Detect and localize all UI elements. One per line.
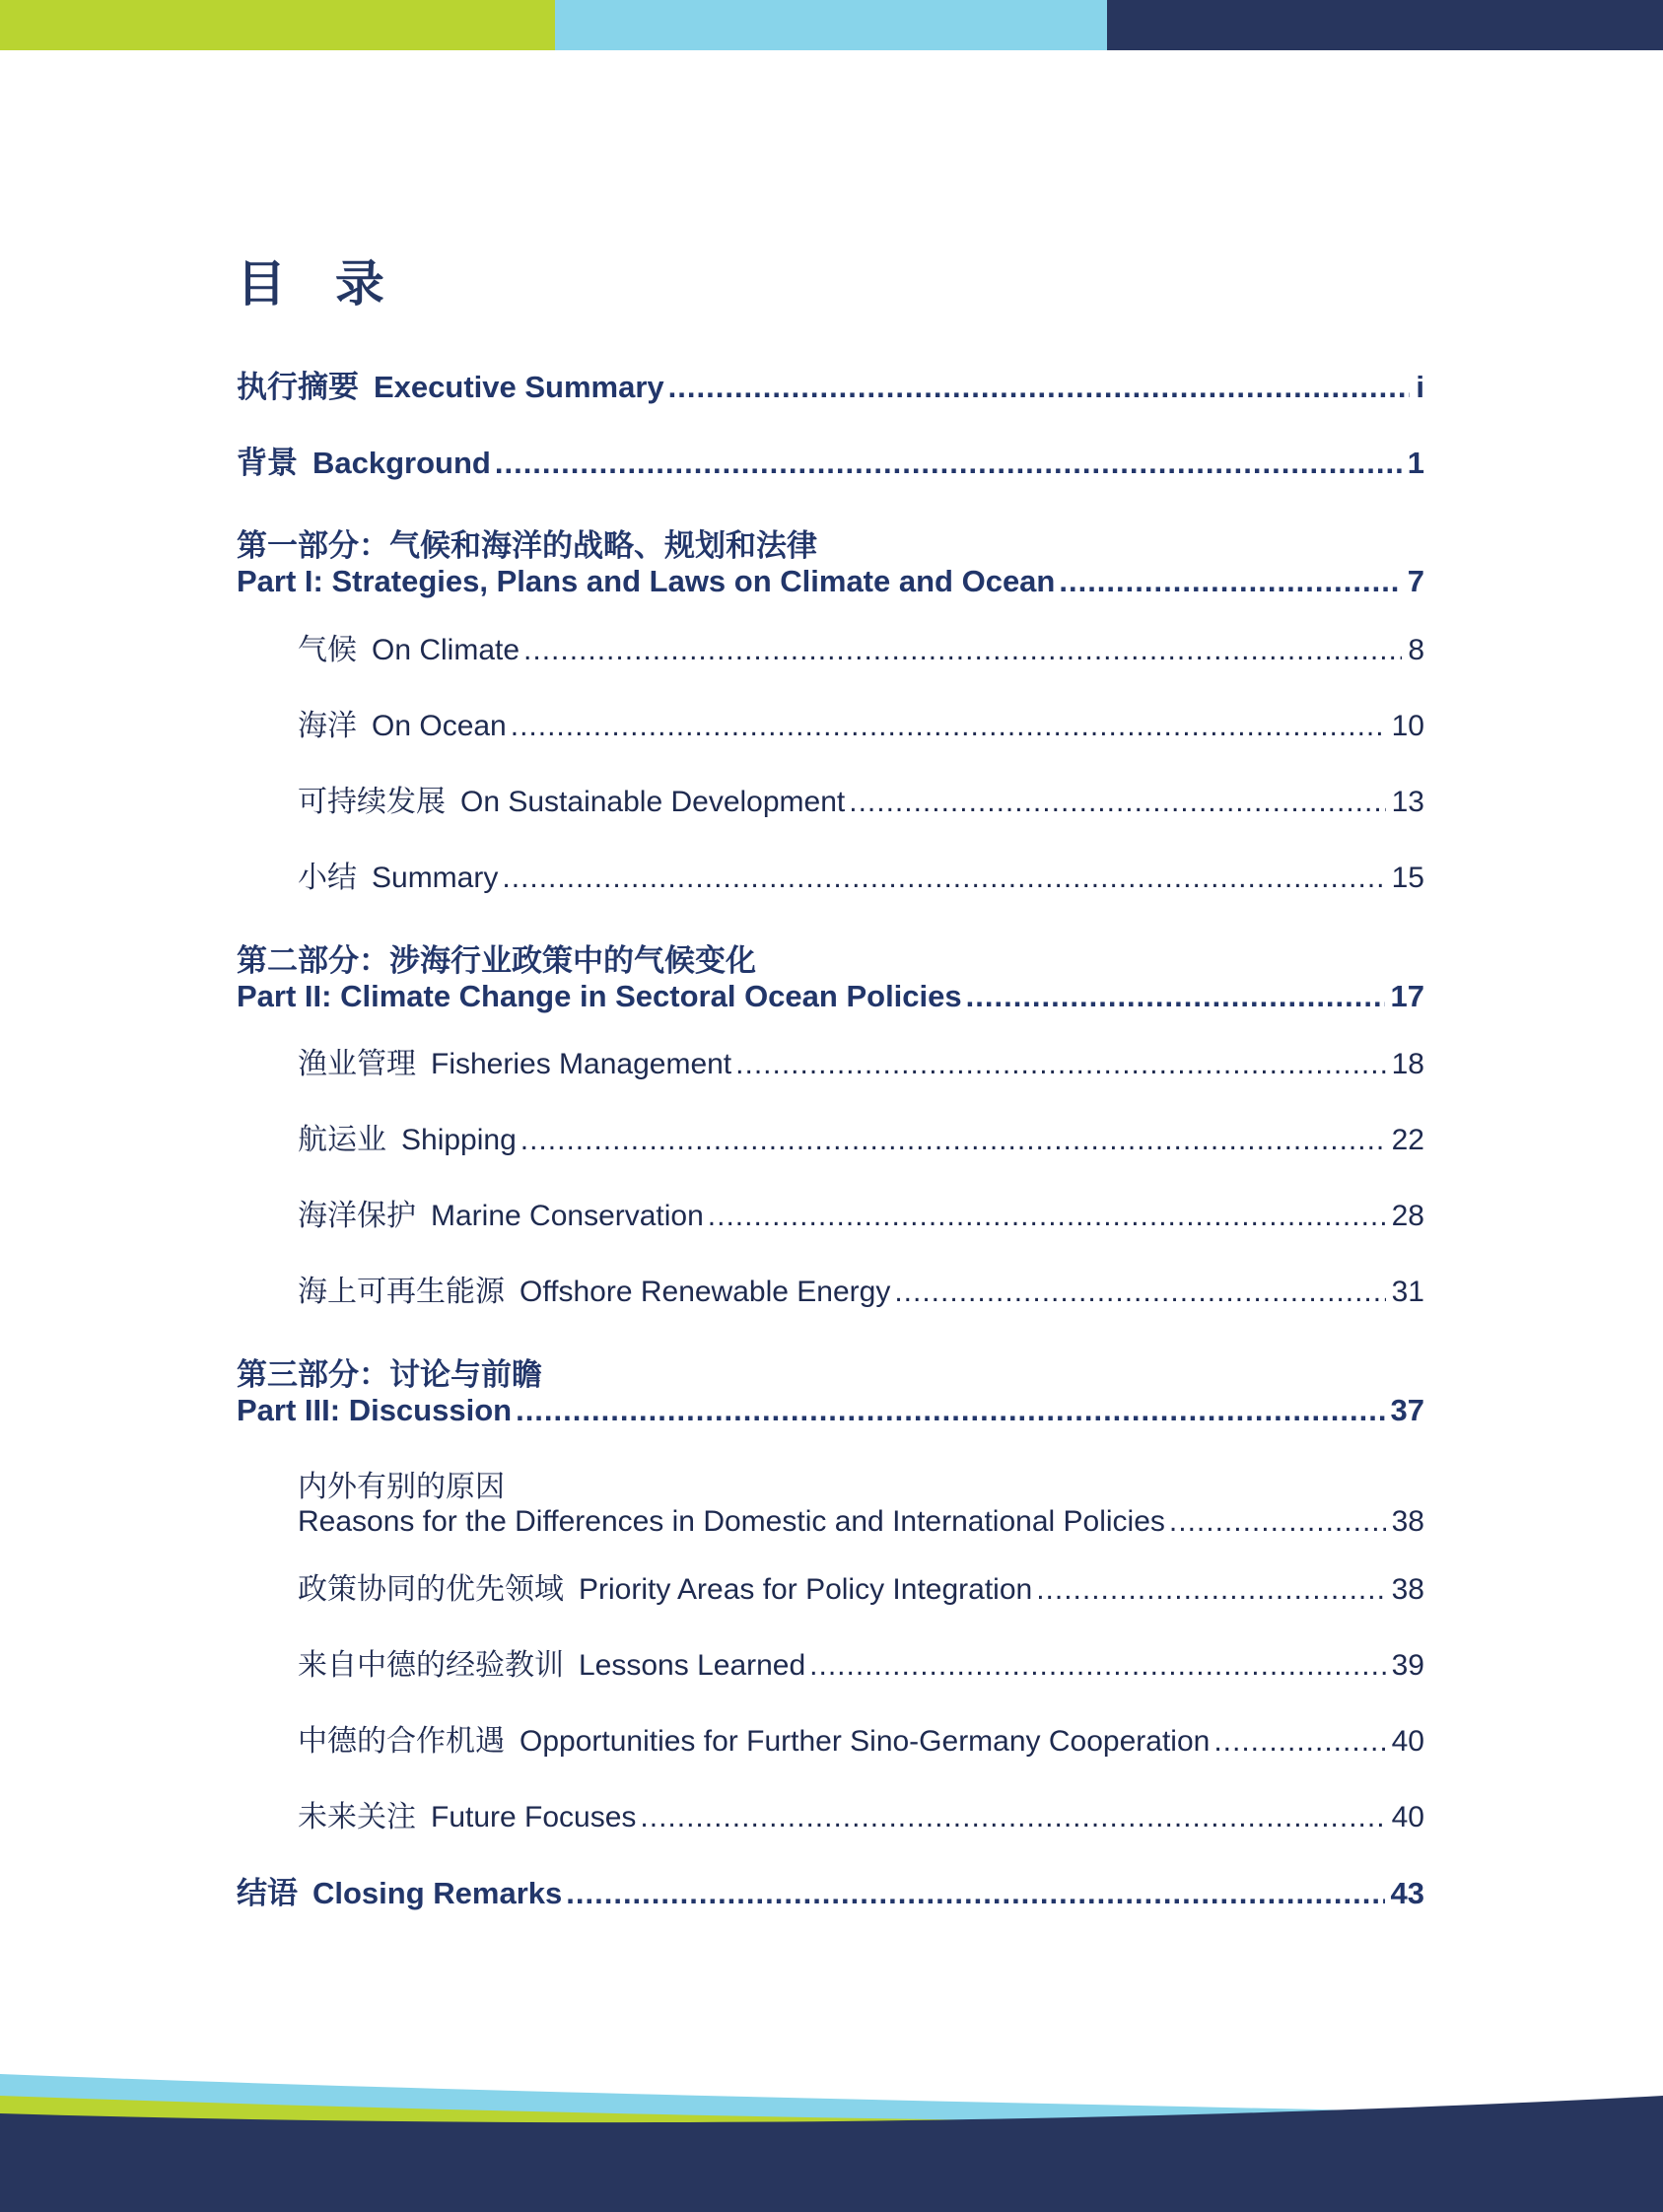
page-number: 43	[1390, 1876, 1424, 1910]
toc-entry-en: On Sustainable Development	[460, 786, 846, 818]
toc-entry-en: Summary	[372, 862, 499, 894]
page-number: 28	[1391, 1200, 1424, 1232]
dot-leader	[516, 1392, 1384, 1428]
toc-entry-zh: 可持续发展	[298, 786, 446, 818]
toc-entry-en: Opportunities for Further Sino-Germany Cooperation	[520, 1725, 1211, 1758]
toc-entry-en: Part III: Discussion	[237, 1393, 513, 1427]
dot-leader	[735, 1047, 1385, 1082]
page-number: 38	[1391, 1573, 1424, 1606]
toc-entry-priority-areas[interactable]	[298, 1572, 1424, 1608]
toc-entry-fisheries[interactable]	[298, 1047, 1424, 1082]
toc-entry-en: Future Focuses	[431, 1801, 637, 1833]
toc-entry-en: Shipping	[401, 1124, 517, 1156]
toc-entry-background[interactable]	[237, 445, 1424, 481]
dot-leader	[523, 633, 1402, 668]
dot-leader	[668, 369, 1411, 405]
toc-entry-zh: 小结	[298, 862, 357, 894]
toc-entry-zh: 中德的合作机遇	[298, 1725, 505, 1758]
toc-entry-en: Fisheries Management	[431, 1048, 732, 1080]
toc-entry-part2[interactable]	[237, 978, 1424, 1014]
toc-entry-en: On Climate	[372, 634, 520, 666]
page-number: 17	[1390, 979, 1424, 1013]
toc-entry-on-climate[interactable]	[298, 633, 1424, 668]
toc-entry-zh: 背景	[237, 446, 298, 480]
toc-entry-zh: 来自中德的经验教训	[298, 1649, 564, 1682]
toc-entry-en: Part II: Climate Change in Sectoral Ocean Policies	[237, 979, 962, 1013]
toc-entry-en: Reasons for the Differences in Domestic and International Policies	[298, 1505, 1165, 1538]
toc-entry-en: On Ocean	[372, 710, 507, 742]
page-title: 目 录	[237, 256, 402, 311]
toc-entry-en: Background	[312, 446, 491, 480]
toc-entry-en: Priority Areas for Policy Integration	[579, 1573, 1033, 1606]
dot-leader	[708, 1199, 1386, 1234]
toc-entry-en: Lessons Learned	[579, 1649, 806, 1682]
toc-entry-reasons[interactable]	[298, 1504, 1424, 1540]
dot-leader	[1213, 1724, 1385, 1760]
toc-entry-marine-conservation[interactable]	[298, 1199, 1424, 1234]
part1-heading-zh: 第一部分：气候和海洋的战略、规划和法律	[237, 528, 817, 563]
page-number: 18	[1391, 1048, 1424, 1080]
toc-entry-zh: 气候	[298, 634, 357, 666]
dot-leader	[849, 785, 1385, 820]
dot-leader	[894, 1275, 1385, 1310]
part2-heading-zh: 第二部分：涉海行业政策中的气候变化	[237, 943, 756, 978]
toc-entry-part1[interactable]	[237, 563, 1424, 599]
toc-entry-zh: 政策协同的优先领域	[298, 1573, 564, 1606]
page-number: 39	[1391, 1649, 1424, 1682]
toc-entry-future-focuses[interactable]	[298, 1800, 1424, 1835]
page-number: 10	[1391, 710, 1424, 742]
dot-leader	[809, 1648, 1385, 1684]
toc-entry-zh: 海上可再生能源	[298, 1276, 505, 1308]
dot-leader	[640, 1800, 1385, 1835]
page-number: 37	[1390, 1393, 1424, 1427]
page-number: 15	[1391, 862, 1424, 894]
toc-entry-on-ocean[interactable]	[298, 709, 1424, 744]
footer-wave-decoration	[0, 2074, 1663, 2212]
toc-entry-zh: 海洋保护	[298, 1200, 416, 1232]
page-number: i	[1416, 370, 1424, 404]
toc-entry-en: Closing Remarks	[312, 1876, 563, 1910]
dot-leader	[1059, 563, 1401, 599]
toc-entry-zh: 执行摘要	[237, 370, 359, 404]
dot-leader	[1036, 1572, 1385, 1608]
page-number: 7	[1407, 564, 1424, 598]
toc-entry-en: Part I: Strategies, Plans and Laws on Climate and Ocean	[237, 564, 1056, 598]
dot-leader	[495, 445, 1402, 481]
toc-entry-zh: 渔业管理	[298, 1048, 416, 1080]
toc-entry-zh: 海洋	[298, 710, 357, 742]
toc-entry-opportunities[interactable]	[298, 1724, 1424, 1760]
toc-entry-shipping[interactable]	[298, 1123, 1424, 1158]
page-number: 22	[1391, 1124, 1424, 1156]
toc-entry-en: Marine Conservation	[431, 1200, 704, 1232]
toc-entry-reasons-zh: 内外有别的原因	[298, 1471, 505, 1503]
toc-entry-zh: 结语	[237, 1876, 298, 1910]
dot-leader	[520, 1123, 1386, 1158]
toc-entry-part3[interactable]	[237, 1392, 1424, 1428]
toc-entry-zh: 未来关注	[298, 1801, 416, 1833]
toc-entry-executive-summary[interactable]	[237, 369, 1424, 405]
page-number: 38	[1391, 1505, 1424, 1538]
toc-entry-offshore-renewable[interactable]	[298, 1275, 1424, 1310]
dot-leader	[566, 1875, 1384, 1911]
page-number: 13	[1391, 786, 1424, 818]
dot-leader	[966, 978, 1385, 1014]
toc-entry-summary[interactable]	[298, 861, 1424, 896]
page-number: 1	[1407, 446, 1424, 480]
page-number: 31	[1391, 1276, 1424, 1308]
toc-entry-en: Executive Summary	[374, 370, 664, 404]
toc-entry-en: Offshore Renewable Energy	[520, 1276, 891, 1308]
dot-leader	[1169, 1504, 1386, 1540]
page-number: 40	[1391, 1725, 1424, 1758]
page-number: 8	[1408, 634, 1424, 666]
page-number: 40	[1391, 1801, 1424, 1833]
toc-entry-lessons-learned[interactable]	[298, 1648, 1424, 1684]
toc-entry-closing-remarks[interactable]	[237, 1875, 1424, 1911]
toc-entry-zh: 航运业	[298, 1124, 386, 1156]
dot-leader	[502, 861, 1385, 896]
toc-entry-sustainable-development[interactable]	[298, 785, 1424, 820]
dot-leader	[511, 709, 1386, 744]
part3-heading-zh: 第三部分：讨论与前瞻	[237, 1357, 542, 1392]
